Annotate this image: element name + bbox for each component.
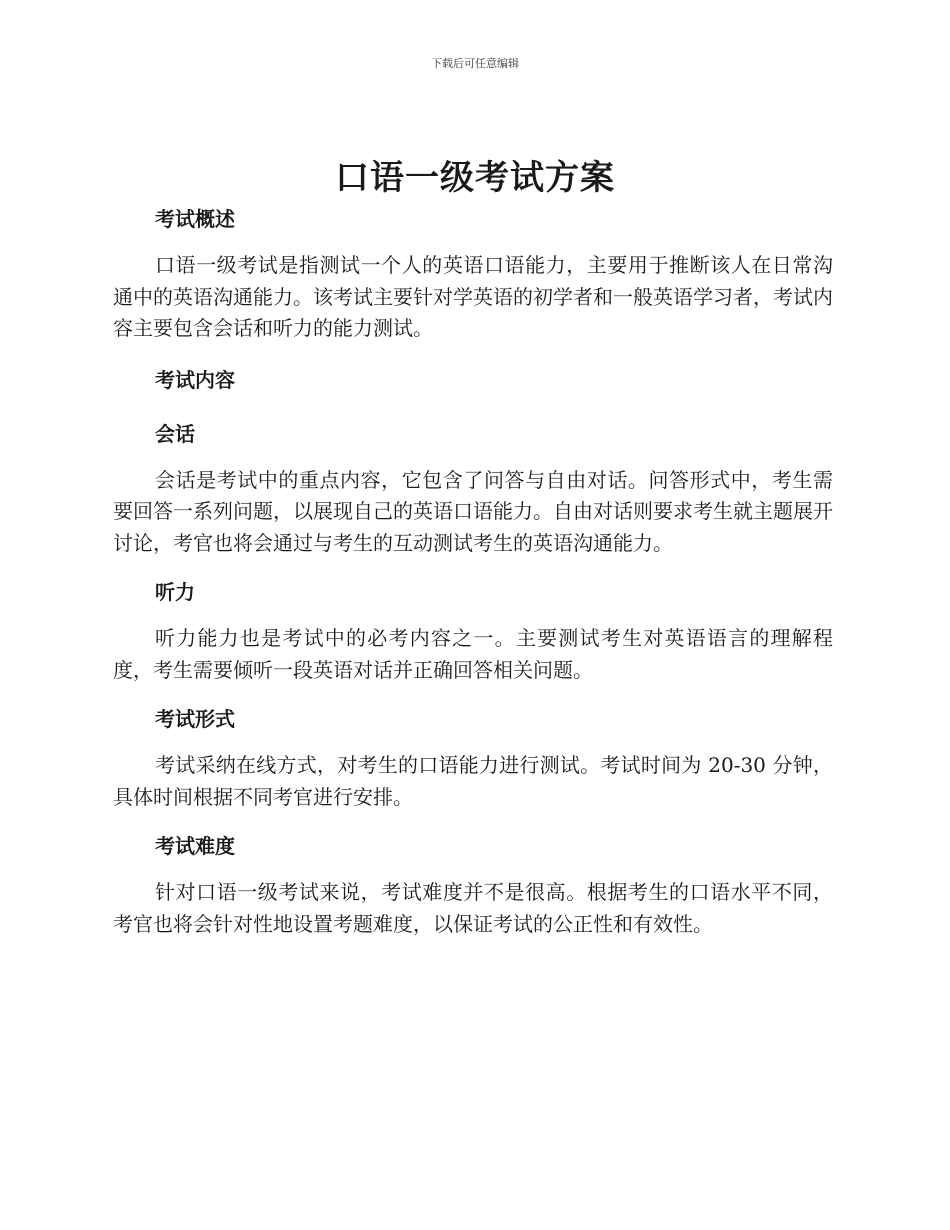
paragraph-overview: 口语一级考试是指测试一个人的英语口语能力，主要用于推断该人在日常沟通中的英语沟通能力。该考试主要针对学英语的初学者和一般英语学习者，考试内容主要包含会话和听力的能力测试。	[113, 253, 833, 340]
heading-difficulty: 考试难度	[155, 834, 235, 858]
heading-content: 考试内容	[155, 367, 235, 392]
paragraph-difficulty: 针对口语一级考试来说，考试难度并不是很高。根据考生的口语水平不同，考官也将会针对性地设置考题难度，以保证考试的公正性和有效性。	[113, 880, 833, 936]
heading-listening: 听力	[155, 580, 195, 604]
heading-format: 考试形式	[155, 707, 235, 731]
paragraph-format: 考试采纳在线方式，对考生的口语能力进行测试。考试时间为 20-30 分钟，具体时间根据不同考官进行安排。	[113, 753, 833, 809]
header-note: 下载后可任意编辑	[431, 57, 519, 70]
paragraph-listening: 听力能力也是考试中的必考内容之一。主要测试考生对英语语言的理解程度，考生需要倾听一段英语对话并正确回答相关问题。	[113, 626, 833, 682]
heading-conversation: 会话	[155, 421, 195, 446]
paragraph-conversation: 会话是考试中的重点内容，它包含了问答与自由对话。问答形式中，考生需要回答一系列问题，以展现自己的英语口语能力。自由对话则要求考生就主题展开讨论，考官也将会通过与考生的互动测试考生的英语沟通能力。	[113, 467, 833, 555]
document-title: 口语一级考试方案	[335, 158, 615, 198]
heading-overview: 考试概述	[155, 207, 235, 231]
document-body	[113, 200, 833, 940]
